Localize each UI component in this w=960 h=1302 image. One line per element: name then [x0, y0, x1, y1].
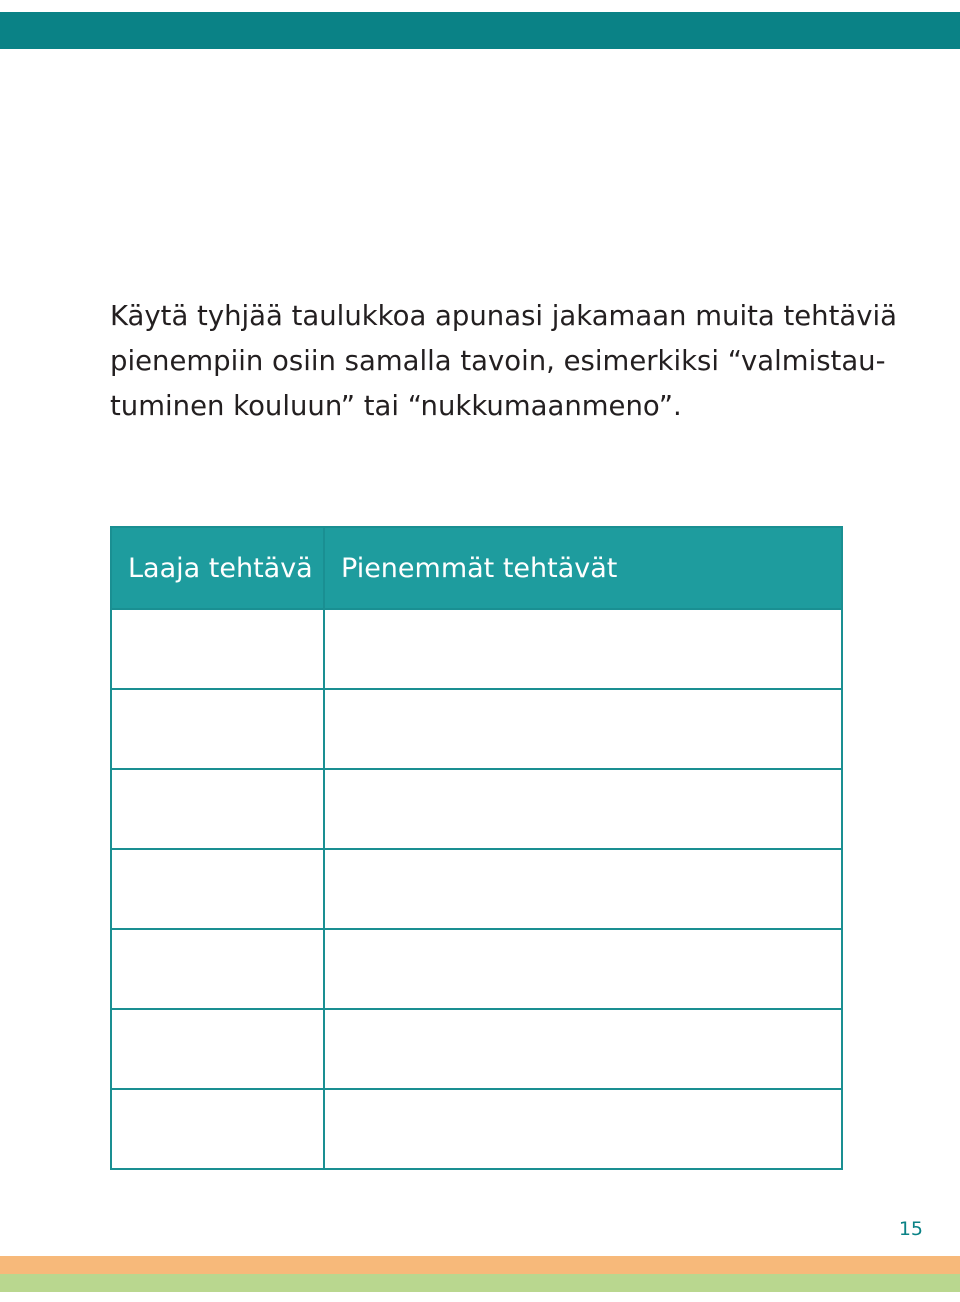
page-number: 15	[898, 1218, 923, 1240]
table-row	[111, 1009, 842, 1089]
smaller-tasks-cell[interactable]	[324, 689, 842, 769]
broad-task-cell[interactable]	[111, 1089, 324, 1169]
table-row	[111, 609, 842, 689]
smaller-tasks-cell[interactable]	[324, 609, 842, 689]
smaller-tasks-cell[interactable]	[324, 769, 842, 849]
broad-task-cell[interactable]	[111, 849, 324, 929]
table-row	[111, 929, 842, 1009]
smaller-tasks-cell[interactable]	[324, 1089, 842, 1169]
smaller-tasks-cell[interactable]	[324, 849, 842, 929]
broad-task-cell[interactable]	[111, 609, 324, 689]
header-broad-task: Laaja tehtävä	[111, 527, 324, 609]
table-row	[111, 849, 842, 929]
bottom-decorative-bar-green	[0, 1274, 960, 1292]
table-row	[111, 769, 842, 849]
broad-task-cell[interactable]	[111, 769, 324, 849]
intro-paragraph	[110, 294, 897, 429]
table-row	[111, 689, 842, 769]
broad-task-cell[interactable]	[111, 1009, 324, 1089]
broad-task-cell[interactable]	[111, 689, 324, 769]
intro-line: pienempiin osiin samalla tavoin, esimerkiksi “valmistau-	[110, 345, 886, 377]
intro-line: tuminen kouluun” tai “nukkumaanmeno”.	[110, 390, 682, 422]
table-row	[111, 1089, 842, 1169]
bottom-decorative-bar-orange	[0, 1256, 960, 1274]
table-header-row	[111, 527, 842, 609]
task-breakdown-table	[110, 526, 843, 1170]
header-smaller-tasks: Pienemmät tehtävät	[324, 527, 842, 609]
smaller-tasks-cell[interactable]	[324, 929, 842, 1009]
smaller-tasks-cell[interactable]	[324, 1009, 842, 1089]
top-decorative-bar	[0, 12, 960, 49]
broad-task-cell[interactable]	[111, 929, 324, 1009]
intro-line: Käytä tyhjää taulukkoa apunasi jakamaan muita tehtäviä	[110, 300, 897, 332]
